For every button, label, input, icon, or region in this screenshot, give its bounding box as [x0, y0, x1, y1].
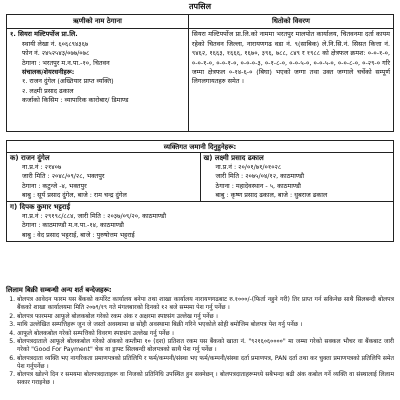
guarantor-cell: [7, 153, 201, 202]
collateral-description: सियरा मल्टिपर्पोज प्रा.लि.को नाममा भरतपुर मालपोत कार्यालय, चितवनमा दर्ता कायम रहेको चितवन जिल्ला, नारायणगढ वडा नं. ९(साबिक) ले.नि.सि.नं. सिसत कित्ता नं. ९४६२, १६६३, १६६६, १६७०, ३९६, ७८८, ८४९ र १९८८ को क्षेत्रफल क्रमश: ०-०-१-०, ०-०-१-०, ०-०-१-०, ०-०-०-३, ०-१-८-०, ०-०-५-०, ०-०-५-०, ०-०-८-०, ०-२९-० गरि जम्मा क्षेत्रफल ०-१४-६-० (बिघा) भएको जग्गा तथा उक्त जग्गाले चर्चेको सम्पूर्ण लिगलगायतहरु समेत ।: [191, 30, 390, 86]
guarantors-heading: व्यक्तिगत जमानी दिनुहुनेहरू:: [6, 140, 394, 152]
borrower-column-heading: ऋणीको नाम ठेगाना: [7, 15, 189, 29]
loan-type: कर्जाको किसिम : व्यापारिक कारोबार/ डिमाण्ड: [22, 96, 129, 105]
term-item: 5. बोलपत्रदाताले आफूले बोलकबोल गरेको अंकको कम्तीमा १० (दश) प्रतिशत रकम यस बैंकको खाता नं. "९२१६०६००००" मा जम्मा गरेको सक्कल भौचर वा बैंकबाट जारी गरेको "Good For Payment" चेक वा ड्राफ्ट सिलबन्दी बोलपत्रको साथै पेश गर्नु पर्नेछ ।: [17, 338, 394, 354]
guarantor-name: ख) लक्ष्मी प्रसाद ढकाल: [203, 154, 264, 162]
guarantor-detail: ठेगाना : कटुन्जे -४, भक्तपुर: [22, 181, 87, 190]
guarantor-detail: ठेगाना : महादेवस्थान - ५, काठमाण्डौ: [215, 181, 301, 190]
director-item: १. राजन दुंगेल (अख्तियार प्राप्त व्यक्ति): [22, 77, 114, 86]
director-item: २. लक्ष्मी प्रसाद ढकाल: [22, 86, 74, 95]
guarantor-detail: ठेगाना : काठमाण्डौ म.न.पा.-१४, काठमाण्डौ: [22, 221, 124, 230]
borrower-detail: स्थायी लेखा नं. ६०६८९४३६७: [22, 39, 89, 48]
guarantor-detail: बाबु : वेद प्रसाद भट्टराई, बाजे : पुरुषोत्तम भट्टराई: [22, 230, 135, 239]
guarantor-name: क) राजन दुंगेल: [10, 154, 50, 162]
directors-heading: संचालक/शेयरधनीहरू:: [22, 68, 75, 77]
borrower-detail: फोन नं. २४५२५४३/०७७/०७८: [22, 49, 90, 58]
borrower-name: १. सियरा मल्टिपर्पोज प्रा.लि.: [10, 30, 78, 39]
guarantor-detail: बाबु : कृष्ण प्रसाद ढकाल, बाजे : धुबराज ढकाल: [215, 190, 328, 199]
term-item: 1. बोलपत्र आवेदन फारम यस बैंकको कर्पोरेट कार्यालय बनेपा तथा शाखा कार्यालय नारायणगढबाट रु.१०००/-(फिर्ता नहुने गरी) तिर प्राप्त गर्न सकिनेछ साथै सिलबन्दी बोलपत्र बैंकको शाखा कार्यालयमा मिति २०७९/१९ गते मंगलबारको दिनको १२ बजे सम्ममा पेश गर्नु पर्नेछ ।: [17, 296, 394, 312]
guarantor-detail: जारी मिति : २०७५/०४/१२, काठमाण्डौ: [215, 172, 305, 181]
collateral-column-heading: धितोको विवरण: [188, 15, 393, 29]
collateral-cell: [188, 29, 393, 132]
borrower-detail: ठेगाना : भरतपुर म.न.पा.-१०, चितवन: [22, 58, 110, 67]
term-item: 2. बोलपत्र फारममा आफूले बोलकबोल गरेको रकम अंक र अक्षरमा स्पष्टसंग उल्लेख गर्नु पर्नेछ ।: [17, 313, 394, 321]
guarantor-detail: बाबु : सूर्य प्रसाद दुंगेल, बाजे : राम चन्द्र दुंगेल: [22, 190, 127, 199]
term-item: 7. बोलपत्र खोल्ने दिन र समयमा बोलपत्रदाताहरू वा निजको प्रतिनिधि उपस्थित हुन सक्नेछन् । बोलपत्रदाताहरूमध्ये सबैभन्दा बढी अंक कबोल गर्ने व्यक्ति वा संस्थालाई लिलाम सकार गराइनेछ ।: [17, 371, 394, 387]
guarantor-detail: ना.प्र.नं : २०/०१/७१/०१०२८: [215, 163, 282, 172]
term-item: 6. बोलपत्रदाता व्यक्ति भए नागरिकता प्रमाणपत्रको प्रतिलिपि र फर्म/कम्पनी/संस्था भए फर्म/कम्पनी/संस्था दर्ता प्रमाणपत्र, PAN दर्ता तथा कर चुक्ता प्रमाणपत्रको प्रतिलिपि समेत पेश गर्नुपर्नेछ ।: [17, 355, 394, 371]
guarantors-table: [6, 152, 394, 242]
borrower-collateral-table: [6, 14, 394, 132]
term-item: 4. आफूले बोलकबोल गरेको सम्पत्तिको विवरण स्पष्टसंग उल्लेख गर्नु पर्नेछ ।: [17, 330, 394, 338]
guarantor-name: ग) दिपक कुमार भट्टराई: [10, 203, 71, 212]
guarantor-detail: जारी मिति : २०४८/०९/२८, भक्तपुर: [22, 172, 105, 181]
guarantor-detail: ना.प्र.नं : २९१९८/८८४, जारी मिति : २०३७/०९/२०, काठमाण्डौ: [22, 212, 166, 221]
guarantor-cell: [200, 153, 394, 202]
page-heading: तपसिल: [188, 2, 211, 11]
terms-heading: लिलाम बिक्री सम्बन्धी अन्य शर्त बन्देजहरू:: [6, 286, 112, 294]
term-item: 3. माथि उल्लेखित सम्पत्तिहरू जुन जे जस्तो अवस्थामा छ सोही अवस्थामा बिक्री गरिने भएकोले सोही बमोजिम बोलपत्र पेश गर्नु पर्नेछ ।: [17, 321, 394, 329]
guarantor-cell: [7, 202, 394, 242]
borrower-cell: [7, 29, 189, 132]
terms-list: [6, 296, 394, 388]
guarantor-detail: ना.प्र.नं : २१४०७: [22, 163, 62, 172]
